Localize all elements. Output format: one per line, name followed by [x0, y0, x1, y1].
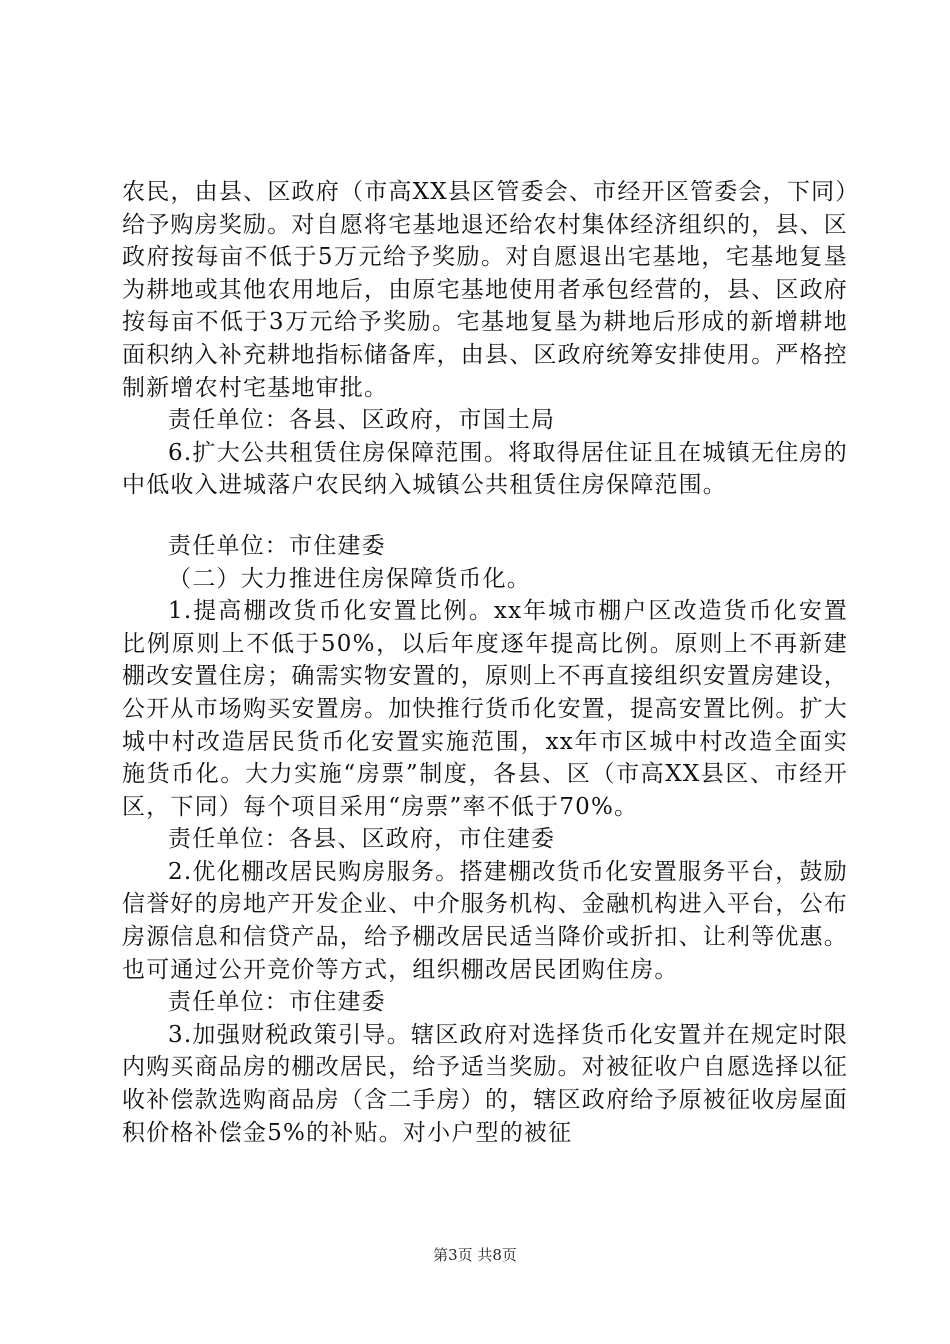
document-body — [122, 176, 848, 1149]
section-heading-2: （二）大力推进住房保障货币化。 — [168, 565, 531, 592]
responsible-unit-2: 责任单位：市住建委 — [168, 532, 386, 559]
item-2-paragraph: 2.优化棚改居民购房服务。搭建棚改货币化安置服务平台，鼓励信誉好的房地产开发企业、中介服务机构、金融机构进入平台，公布房源信息和信贷产品，给予棚改居民适当降价或折扣、让利等优惠。也可通过公开竞价等方式，组织棚改居民团购住房。 — [122, 858, 848, 983]
responsible-unit-4: 责任单位：市住建委 — [168, 989, 386, 1016]
item-1-paragraph: 1.提高棚改货币化安置比例。xx年城市棚户区改造货币化安置比例原则上不低于50%，以后年度逐年提高比例。原则上不再新建棚改安置住房；确需实物安置的，原则上不再直接组织安置房建设，公开从市场购买安置房。加快推行货币化安置，提高安置比例。扩大城中村改造居民货币化安置实施范围，xx年市区城中村改造全面实施货币化。大力实施“房票”制度，各县、区（市高XX县区、市经开区，下同）每个项目采用“房票”率不低于70%。 — [122, 598, 848, 820]
page-number-footer: 第3页 共8页 — [433, 1246, 517, 1264]
responsible-unit-3: 责任单位：各县、区政府，市住建委 — [168, 826, 556, 853]
paragraph-continuation: 农民，由县、区政府（市高XX县区管委会、市经开区管委会，下同）给予购房奖励。对自愿将宅基地退还给农村集体经济组织的，县、区政府按每亩不低于5万元给予奖励。对自愿退出宅基地，宅基地复垦为耕地或其他农用地后，由原宅基地使用者承包经营的，县、区政府按每亩不低于3万元给予奖励。宅基地复垦为耕地后形成的新增耕地面积纳入补充耕地指标储备库，由县、区政府统筹安排使用。严格控制新增农村宅基地审批。 — [122, 179, 848, 401]
responsible-unit-1: 责任单位：各县、区政府，市国土局 — [168, 407, 556, 434]
item-6-paragraph: 6.扩大公共租赁住房保障范围。将取得居住证且在城镇无住房的中低收入进城落户农民纳入城镇公共租赁住房保障范围。 — [122, 439, 848, 499]
paragraph-gap — [122, 502, 848, 530]
item-3-paragraph: 3.加强财税政策引导。辖区政府对选择货币化安置并在规定时限内购买商品房的棚改居民，给予适当奖励。对被征收户自愿选择以征收补偿款选购商品房（含二手房）的，辖区政府给予原被征收房屋面积价格补偿金5%的补贴。对小户型的被征 — [122, 1021, 848, 1146]
